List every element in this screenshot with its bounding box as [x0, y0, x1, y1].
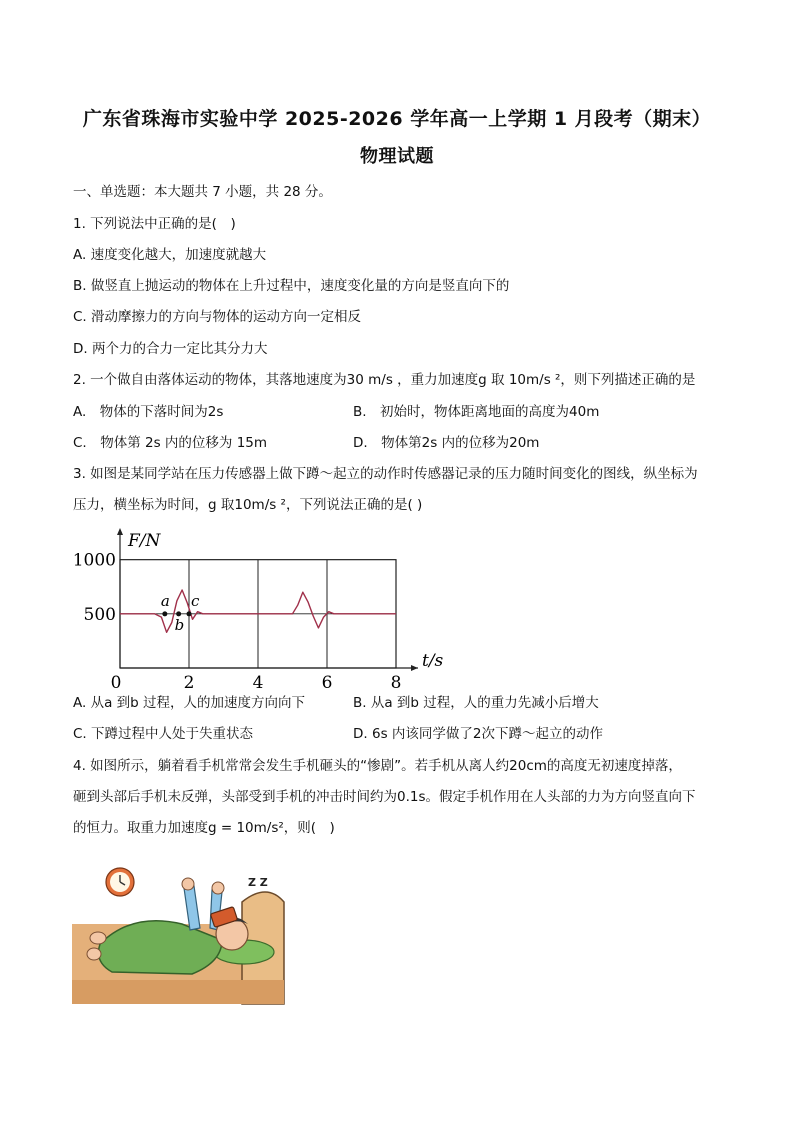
q2-option-a: A. 物体的下落时间为2s: [73, 404, 224, 420]
sleeping-person-phone-cartoon: [72, 862, 284, 1004]
point-label: c: [191, 591, 200, 610]
x-tick-label: 4: [252, 673, 264, 693]
q2-option-c: C. 物体第 2s 内的位移为 15m: [73, 435, 268, 451]
foot: [90, 932, 106, 944]
q3-stem-line2: 压力，横坐标为时间，g 取10m/s ²，下列说法正确的是( ): [73, 497, 423, 513]
q4-line1: 4. 如图所示，躺着看手机常常会发生手机砸头的“惨剧”。若手机从离人约20cm的高度无初速度掉落，: [73, 758, 682, 774]
x-axis-label: t/s: [422, 651, 444, 671]
q1-option-c: C. 滑动摩擦力的方向与物体的运动方向一定相反: [73, 309, 362, 325]
hand: [182, 878, 194, 890]
y-tick-label: 1000: [72, 550, 116, 571]
q3-option-c: C. 下蹲过程中人处于失重状态: [73, 726, 254, 742]
y-axis-arrow: [117, 528, 123, 535]
hand: [212, 882, 224, 894]
x-tick-label: 8: [390, 673, 402, 693]
point-marker: [162, 611, 167, 616]
section-heading: 一、单选题：本大题共 7 小题，共 28 分。: [73, 184, 332, 200]
q3-option-d: D. 6s 内该同学做了2次下蹲～起立的动作: [353, 726, 603, 742]
x-tick-label: 2: [183, 673, 195, 693]
point-marker: [187, 611, 192, 616]
q2-stem: 2. 一个做自由落体运动的物体，其落地速度为30 m/s ，重力加速度g 取 10m/s ²，则下列描述正确的是: [73, 372, 696, 388]
q4-line3: 的恒力。取重力加速度g = 10m/s²，则( ): [73, 820, 335, 836]
point-label: b: [174, 615, 185, 634]
force-time-chart: [72, 528, 444, 693]
exam-title: 广东省珠海市实验中学 2025-2026 学年高一上学期 1 月段考（期末）: [82, 108, 712, 130]
q1-option-a: A. 速度变化越大，加速度就越大: [73, 247, 267, 263]
q3-stem-line1: 3. 如图是某同学站在压力传感器上做下蹲～起立的动作时传感器记录的压力随时间变化的图线，纵坐标为: [73, 466, 698, 482]
q1-option-b: B. 做竖直上抛运动的物体在上升过程中，速度变化量的方向是竖直向下的: [73, 278, 510, 294]
snore-z-text: Z Z: [248, 876, 268, 889]
x-tick-label: 6: [321, 673, 333, 693]
exam-subtitle: 物理试题: [360, 146, 434, 167]
q4-line2: 砸到头部后手机未反弹，头部受到手机的冲击时间约为0.1s。假定手机作用在人头部的力为方向竖直向下: [73, 789, 696, 805]
q2-option-d: D. 物体第2s 内的位移为20m: [353, 435, 540, 451]
q1-stem: 1. 下列说法中正确的是( ): [73, 216, 236, 232]
q1-option-d: D. 两个力的合力一定比其分力大: [73, 341, 268, 357]
foot: [87, 948, 101, 960]
x-tick-label: 0: [110, 673, 122, 693]
point-label: a: [160, 591, 170, 610]
y-tick-label: 500: [83, 604, 116, 625]
y-axis-label: F/N: [128, 531, 161, 551]
q3-option-a: A. 从a 到b 过程，人的加速度方向向下: [73, 695, 306, 711]
arm-left: [184, 886, 200, 930]
q2-option-b: B. 初始时，物体距离地面的高度为40m: [353, 404, 600, 420]
bed-base: [72, 980, 284, 1004]
x-axis-arrow: [411, 665, 418, 671]
q3-option-b: B. 从a 到b 过程，人的重力先减小后增大: [353, 695, 599, 711]
